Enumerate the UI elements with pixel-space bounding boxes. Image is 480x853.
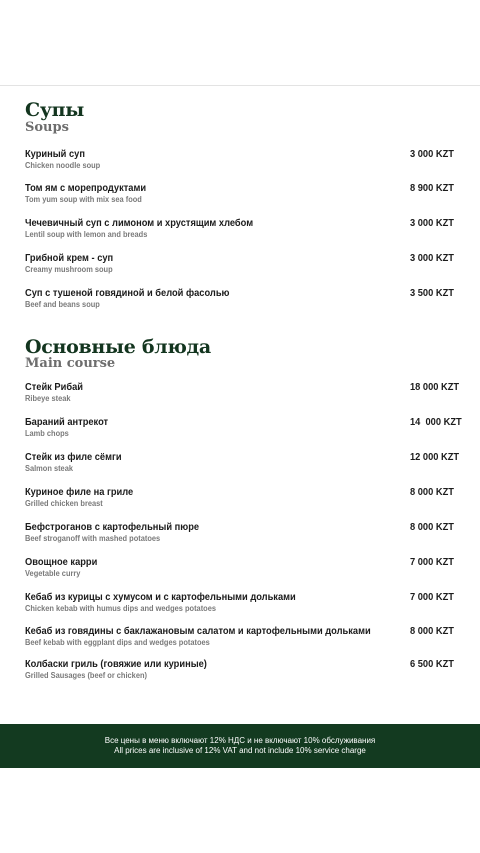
item-name: Стейк Рибай: [25, 382, 83, 393]
item-price: 6 500 KZT: [410, 659, 454, 670]
item-name: Овощное карри: [25, 557, 98, 568]
menu-item: [25, 452, 460, 482]
top-divider: [0, 85, 480, 86]
soups-title: Супы: [25, 99, 85, 121]
item-name: Кебаб из говядины с баклажановым салатом и картофельными дольками: [25, 626, 371, 637]
item-name: Стейк из филе сёмги: [25, 452, 122, 463]
main-course-subtitle: Main course: [25, 356, 116, 371]
main-course-title: Основные блюда: [25, 336, 211, 358]
footer-note-english: All prices are inclusive of 12% VAT and not include 10% service charge: [114, 746, 366, 755]
menu-item: [25, 183, 455, 213]
item-price: 12 000 KZT: [410, 452, 460, 463]
menu-item: [25, 487, 455, 517]
item-price: 8 000 KZT: [410, 522, 454, 533]
item-price: 3 000 KZT: [410, 253, 454, 264]
item-description: Grilled chicken breast: [25, 499, 103, 508]
footer-note-russian: Все цены в меню включают 12% НДС и не включают 10% обслуживания: [104, 736, 376, 745]
item-price: 7 000 KZT: [410, 592, 454, 603]
item-name: Том ям с морепродуктами: [25, 183, 147, 194]
item-description: Vegetable curry: [25, 569, 81, 578]
item-name: Кебаб из курицы с хумусом и с картофельными дольками: [25, 592, 296, 603]
item-price: 18 000 KZT: [410, 382, 460, 393]
menu-item: [25, 626, 455, 656]
item-description: Chicken noodle soup: [25, 161, 101, 170]
item-description: Salmon steak: [25, 464, 73, 473]
menu-item: [25, 149, 455, 179]
menu-item: [25, 253, 455, 283]
item-description: Beef stroganoff with mashed potatoes: [25, 534, 161, 543]
item-name: Грибной крем - суп: [25, 253, 114, 264]
item-description: Creamy mushroom soup: [25, 265, 113, 274]
menu-item: [25, 218, 455, 248]
item-name: Куриное филе на гриле: [25, 487, 134, 498]
item-name: Колбаски гриль (говяжие или куриные): [25, 659, 207, 670]
footer-note: [0, 724, 480, 768]
menu-item: [25, 522, 455, 552]
menu-item: [25, 288, 455, 318]
soups-subtitle: Soups: [25, 120, 69, 135]
item-description: Lentil soup with lemon and breads: [25, 230, 148, 239]
item-name: Суп с тушеной говядиной и белой фасолью: [25, 288, 230, 299]
item-name: Куриный суп: [25, 149, 85, 160]
item-description: Grilled Sausages (beef or chicken): [25, 671, 147, 680]
item-price: 8 000 KZT: [410, 487, 454, 498]
item-price: 8 900 KZT: [410, 183, 454, 194]
item-price: 14 000 KZT: [410, 417, 462, 428]
item-description: Beef and beans soup: [25, 300, 100, 309]
item-price: 3 000 KZT: [410, 149, 454, 160]
menu-item: [25, 592, 455, 622]
menu-item: [25, 382, 460, 412]
item-description: Tom yum soup with mix sea food: [25, 195, 142, 204]
item-description: Ribeye steak: [25, 394, 71, 403]
item-price: 3 500 KZT: [410, 288, 454, 299]
item-description: Lamb chops: [25, 429, 69, 438]
menu-item: [25, 659, 455, 689]
item-name: Бефстроганов с картофельный пюре: [25, 522, 200, 533]
item-price: 7 000 KZT: [410, 557, 454, 568]
item-description: Chicken kebab with humus dips and wedges potatoes: [25, 604, 216, 613]
item-price: 3 000 KZT: [410, 218, 454, 229]
item-description: Beef kebab with eggplant dips and wedges potatoes: [25, 638, 210, 647]
item-name: Чечевичный суп с лимоном и хрустящим хлебом: [25, 218, 254, 229]
item-name: Бараний антрекот: [25, 417, 109, 428]
item-price: 8 000 KZT: [410, 626, 454, 637]
menu-item: [25, 417, 462, 447]
menu-item: [25, 557, 455, 587]
